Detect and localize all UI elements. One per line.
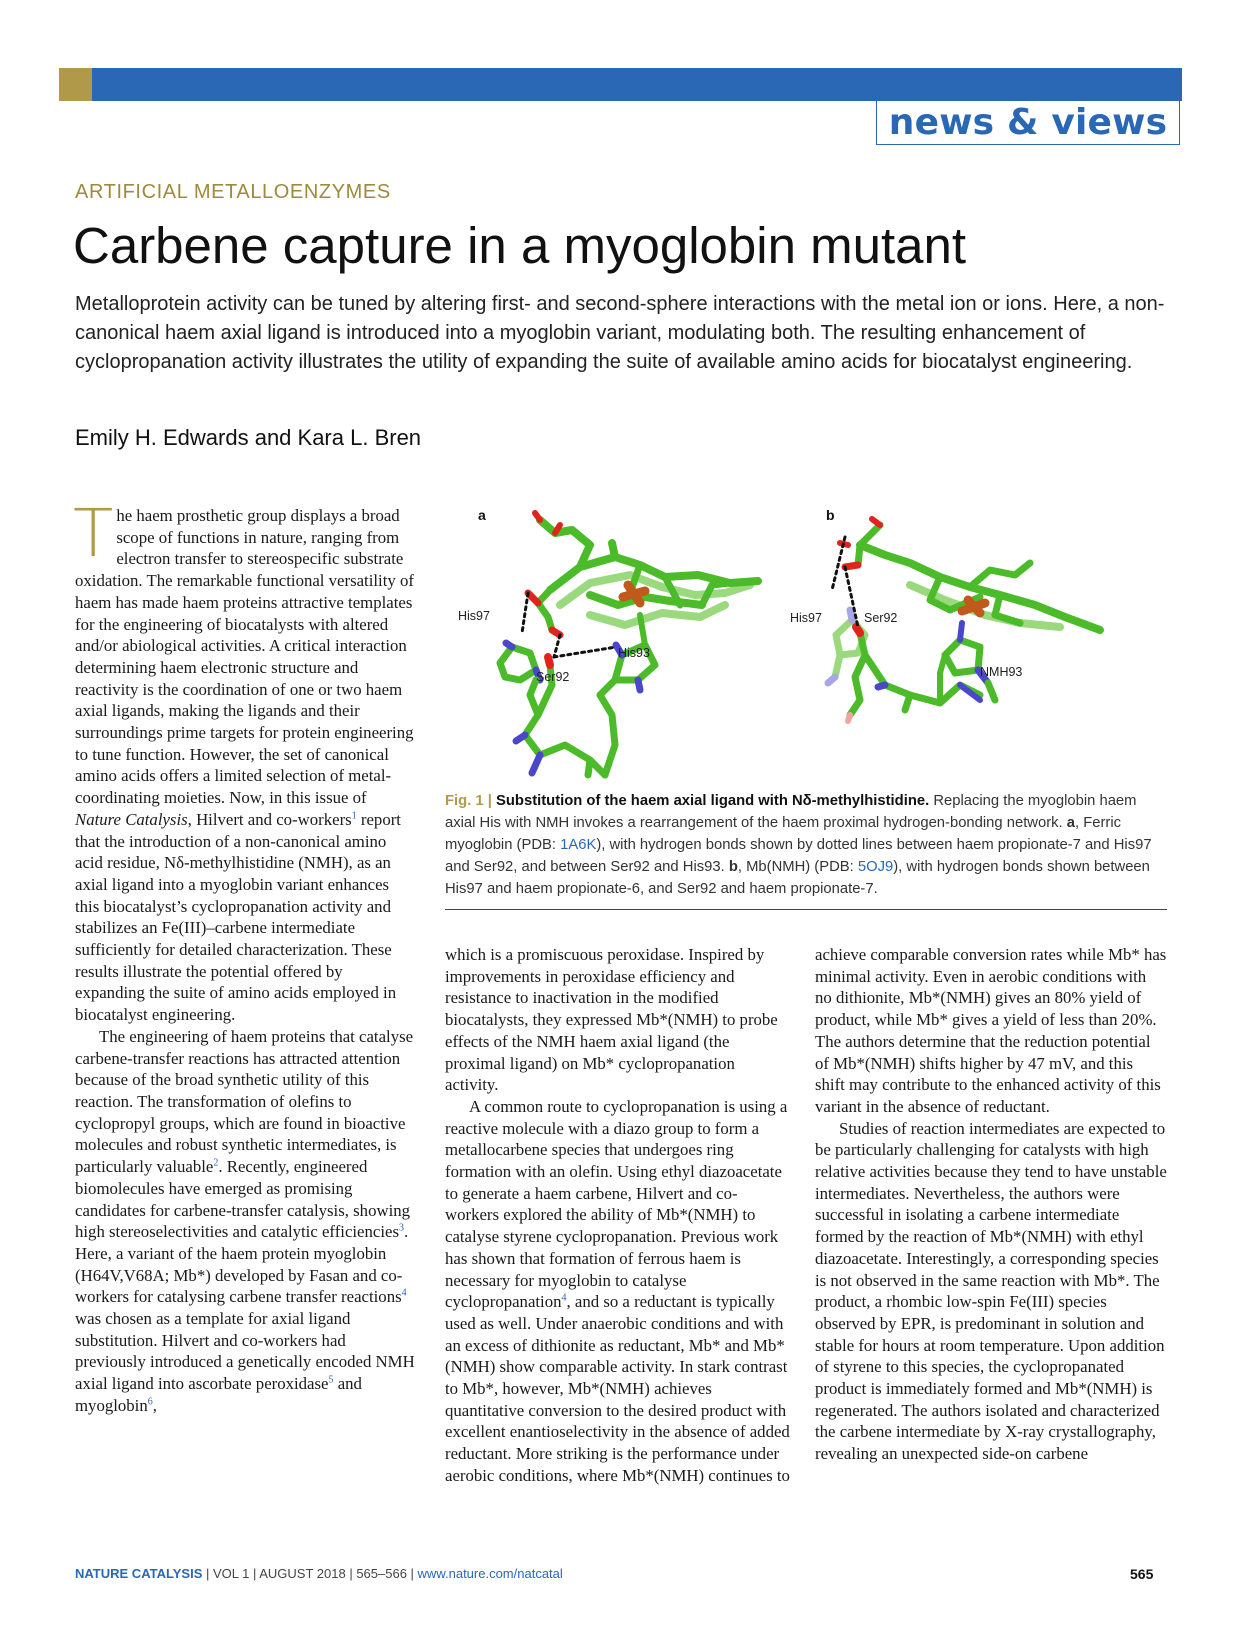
reference-6[interactable]: 6 [147,1396,153,1408]
label-ser92-a: Ser92 [536,670,570,684]
reference-4[interactable]: 4 [561,1292,567,1304]
figure-caption [445,790,1167,900]
label-his97-b: His97 [790,611,822,625]
header-gold-block [59,68,92,101]
footer-volume: VOL 1 [212,1566,250,1581]
paragraph-4 [445,1096,790,1487]
text-run: The engineering of haem proteins that catalyse carbene-transfer reactions has attracted attention because of the broad synthetic utility of this reaction. The transformation of olefins to cyclopropyl groups, which are found in bioactive molecules and robust synthetic intermediates, is particularly valuable [75,1026,414,1177]
paragraph-3: which is a promiscuous peroxidase. Inspired by improvements in peroxidase efficiency and resistance to inactivation in the modified biocatalysts, they expressed Mb*(NMH) to probe effects of the NMH haem axial ligand (the proximal ligand) on Mb* cyclopropanation activity. [445,945,778,1095]
caption-text: ), with hydrogen bonds shown between His97 and haem propionate-6, and Ser92 and haem propionate-7. [445,859,1150,897]
caption-text: Replacing the myoglobin haem axial His with NMH invokes a rearrangement of the haem proximal hydrogen-bonding network. [445,793,1137,831]
article-title: Carbene capture in a myoglobin mutant [73,217,967,274]
caption-panel-a-ref: a [1066,815,1075,831]
caption-title: Substitution of the haem axial ligand with Nδ-methylhistidine. [496,793,930,809]
section-tab [876,101,1180,145]
panel-b-letter: b [826,507,835,523]
text-run: and myoglobin [75,1374,362,1415]
figure-1-structures [440,505,1162,795]
paragraph-2 [75,1026,415,1417]
figure-divider [445,909,1167,910]
reference-5[interactable]: 5 [328,1374,334,1386]
panel-b [790,507,1100,721]
caption-text: , Ferric myoglobin (PDB: [445,815,1122,853]
text-run: . Here, a variant of the haem protein myoglobin (H64V,V68A; Mb*) developed by Fasan and co-workers for catalysing carbene transfer reactions [75,1222,409,1307]
caption-label: Fig. 1 | [445,793,492,809]
figure-1 [440,505,1162,795]
footer-pages: 565–566 [356,1566,407,1581]
reference-4[interactable]: 4 [401,1287,407,1299]
reference-2[interactable]: 2 [213,1157,219,1169]
text-run: , and so a reductant is typically used as well. Under anaerobic conditions and with an excess of dithionite as reductant, Mb* and Mb*(NMH) show comparable activity. In stark contrast to Mb*, however, Mb*(NMH) achieves quantitative conversion to the desired product with excellent enantioselectivity in the absence of added reductant. More striking is the performance under aerobic conditions, where Mb*(NMH) continues to [445,1292,790,1485]
header-blue-bar [92,68,1182,101]
body-column-2 [445,944,790,1487]
page-number: 565 [1130,1566,1154,1582]
page-footer: NATURE CATALYSIS | VOL 1 | AUGUST 2018 | 565–566 | www.nature.com/natcatal [75,1566,563,1581]
body-column-3 [815,944,1167,1465]
text-run: was chosen as a template for axial ligand substitution. Hilvert and co-workers had previously introduced a genetically encoded NMH axial ligand into ascorbate peroxidase [75,1309,415,1394]
article-standfirst: Metalloprotein activity can be tuned by altering first- and second-sphere interactions with the metal ion or ions. Here, a non-canonical haem axial ligand is introduced into a myoglobin variant, modulating both. The resulting enhancement of cyclopropanation activity illustrates the utility of expanding the suite of available amino acids for biocatalyst engineering. [75,293,1165,373]
footer-journal: NATURE CATALYSIS [75,1566,203,1581]
caption-panel-b-ref: b [728,859,738,875]
footer-date: AUGUST 2018 [259,1566,346,1581]
panel-a-letter: a [478,507,486,523]
label-his93-a: His93 [618,646,650,660]
text-run: . Recently, engineered biomolecules have emerged as promising candidates for carbene-transfer catalysis, showing high stereoselectivities and catalytic efficiencies [75,1157,411,1242]
journal-name: Nature Catalysis [75,809,188,829]
body-column-1 [73,495,415,1417]
pdb-link-5oj9[interactable]: 5OJ9 [857,859,894,875]
paragraph-6: Studies of reaction intermediates are expected to be particularly challenging for catalysts with high relative activities because they tend to have unstable intermediates. Nevertheless, the authors were successful in isolating a carbene intermediate formed by the reaction of Mb*(NMH) with ethyl diazoacetate. Interestingly, a corresponding species is not observed in the same reaction with Mb*. The product, a rhombic low-spin Fe(III) species observed by EPR, is predominant in solution and stable for hours at room temperature. Upon addition of styrene to this species, the cyclopropanated product is immediately formed and Mb*(NMH) is regenerated. The authors isolated and characterized the carbene intermediate by X-ray crystallography, revealing an unexpected side-on carbene [815,1118,1167,1464]
label-his97-a: His97 [458,609,490,623]
paragraph-1 [73,495,415,1026]
reference-1[interactable]: 1 [351,810,357,822]
text-run: , Hilvert and co-workers [187,809,352,829]
text-run: report that the introduction of a non-canonical amino acid residue, Nδ-methylhistidine (NMH), as an axial ligand into a myoglobin variant enhances this biocatalyst’s cyclopropanation activity and stabilizes an Fe(III)–carbene intermediate sufficiently for detailed characterization. These results illustrate the potential offered by expanding the suite of amino acids employed in biocatalyst engineering. [75,809,401,1025]
article-kicker: ARTIFICIAL METALLOENZYMES [75,181,391,203]
text-run: , [152,1395,157,1415]
label-ser92-b: Ser92 [864,611,898,625]
section-label: news & views [888,102,1168,143]
text-run: A common route to cyclopropanation is using a reactive molecule with a diazo group to form a metallocarbene species that undergoes ring formation with an olefin. Using ethyl diazoacetate to generate a haem carbene, Hilvert and co-workers explored the ability of Mb*(NMH) to catalyse styrene cyclopropanation. Previous work has shown that formation of ferrous haem is necessary for myoglobin to catalyse cyclopropanation [445,1096,788,1312]
caption-text: ), with hydrogen bonds shown by dotted lines between haem propionate-7 and His97 and Ser92, and between Ser92 and His93. [445,837,1152,875]
pdb-link-1a6k[interactable]: 1A6K [560,837,597,853]
panel-a [458,507,758,775]
paragraph-5: achieve comparable conversion rates while Mb* has minimal activity. Even in aerobic conditions with no dithionite, Mb*(NMH) gives an 80% yield of product, while Mb* gives a yield of less than 20%. The authors determine that the reduction potential of Mb*(NMH) shifts higher by 47 mV, and this shift may contribute to the enhanced activity of this variant in the absence of reductant. [815,945,1167,1116]
text-run: he haem prosthetic group displays a broad scope of functions in nature, ranging from electron transfer to stereospecific substrate oxidation. The remarkable functional versatility of haem has made haem proteins attractive templates for the engineering of biocatalysts with altered and/or abiological activities. A critical interaction determining haem electronic structure and reactivity is the coordination of one or two haem axial ligands, making the ligands and their surroundings prime targets for protein engineering to tune function. However, the set of canonical amino acids offers a limited selection of metal-coordinating moieties. Now, in this issue of [75,506,414,808]
footer-url-link[interactable]: www.nature.com/natcatal [417,1566,563,1581]
label-nmh93-b: NMH93 [980,665,1023,679]
caption-text: , Mb(NMH) (PDB: [737,859,858,875]
drop-cap: T [73,495,114,572]
article-authors: Emily H. Edwards and Kara L. Bren [75,425,422,450]
reference-3[interactable]: 3 [399,1222,404,1234]
